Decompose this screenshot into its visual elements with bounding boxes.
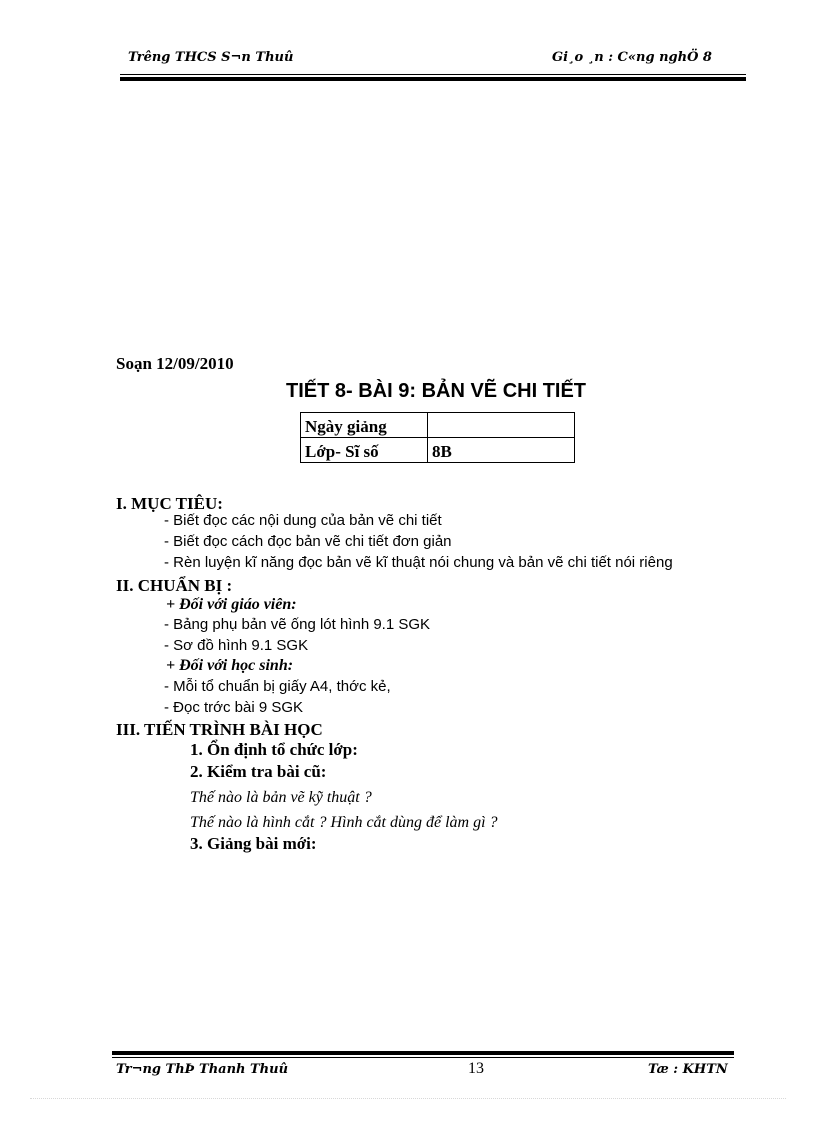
lesson-title: TIẾT 8- BÀI 9: BẢN VẼ CHI TIẾT [286,380,587,402]
footer-author: Tr¬ng ThÞ Thanh Thuû [116,1062,289,1077]
section2-heading: II. CHUẨN BỊ : [116,576,233,595]
question: Thế nào là hình cắt ? Hình cắt dùng để làm gì ? [190,814,498,831]
table-cell-value [428,413,575,438]
header-school: Trêng THCS S¬n Thuû [128,50,294,65]
footer-department: Tæ : KHTN [648,1062,728,1077]
table-row [301,413,575,438]
header-rule-thin [120,74,746,75]
info-table [300,412,575,463]
list-item: - Biết đọc cách đọc bản vẽ chi tiết đơn giản [164,533,452,550]
step-2: 2. Kiểm tra bài cũ: [190,762,327,781]
step-3: 3. Giảng bài mới: [190,834,317,853]
date-line: Soạn 12/09/2010 [116,354,234,373]
step-1: 1. Ổn định tổ chức lớp: [190,740,358,759]
list-item: - Mỗi tổ chuẩn bị giấy A4, thớc kẻ, [164,678,391,695]
section3-heading: III. TIẾN TRÌNH BÀI HỌC [116,720,323,739]
question: Thế nào là bản vẽ kỹ thuật ? [190,789,372,806]
section1-heading: I. MỤC TIÊU: [116,494,223,513]
table-row [301,438,575,463]
table-cell-label: Ngày giảng [301,413,428,438]
table-cell-value: 8B [428,438,575,463]
page-bottom-divider [30,1098,786,1099]
list-item: - Đọc trớc bài 9 SGK [164,699,304,716]
header-subject: Gi¸o ¸n : C«ng nghÖ 8 [552,50,712,65]
teacher-heading: + Đối với giáo viên: [166,596,297,613]
student-heading: + Đối với học sinh: [166,657,294,674]
list-item: - Rèn luyện kĩ năng đọc bản vẽ kĩ thuật nói chung và bản vẽ chi tiết nói riêng [164,554,673,571]
list-item: - Sơ đồ hình 9.1 SGK [164,637,309,654]
footer-rule-thin [112,1057,734,1058]
list-item: - Biết đọc các nội dung của bản vẽ chi tiết [164,512,442,529]
footer-rule-thick [112,1051,734,1055]
table-cell-label: Lớp- Sĩ số [301,438,428,463]
page-number: 13 [468,1060,484,1077]
header-rule-thick [120,77,746,81]
list-item: - Bảng phụ bản vẽ ống lót hình 9.1 SGK [164,616,431,633]
